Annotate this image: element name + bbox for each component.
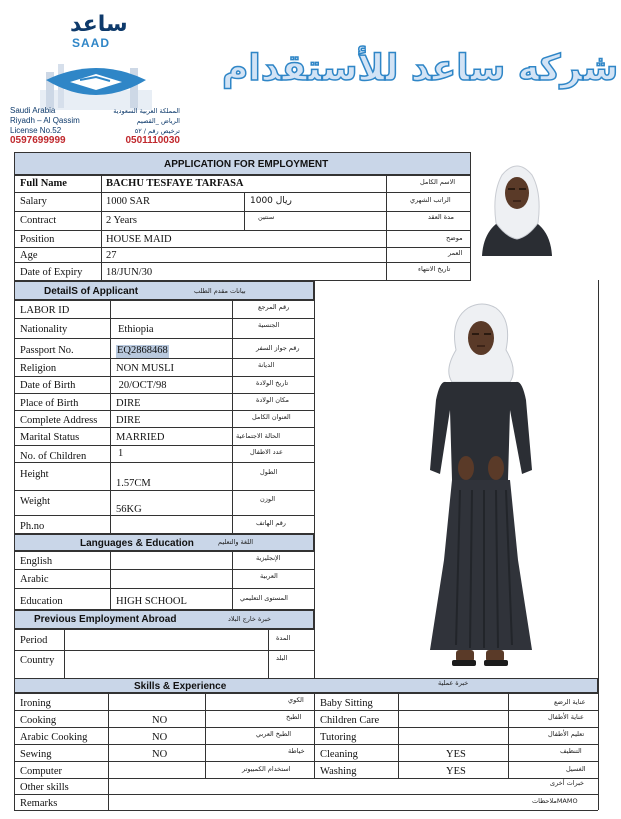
contract-ar: مدة العقد xyxy=(428,213,454,221)
age-ar: العمر xyxy=(448,249,463,257)
details-header-ar: بيانات مقدم الطلب xyxy=(194,287,246,295)
languages-header: Languages & Education xyxy=(80,538,194,549)
height-ar: الطول xyxy=(260,468,278,476)
marital-value: MARRIED xyxy=(116,432,165,443)
languages-header-ar: اللغة والتعليم xyxy=(218,538,254,546)
expiry-label: Date of Expiry xyxy=(20,267,83,278)
contract-value: 2 Years xyxy=(106,215,137,226)
computer-ar: استخدام الكمبيوتر xyxy=(242,765,291,773)
religion-value: NON MUSLI xyxy=(116,363,175,374)
applicant-portrait-image xyxy=(472,153,562,256)
nationality-ar: الجنسية xyxy=(258,321,280,329)
logo-left-line: Saudi Arabia xyxy=(10,106,56,115)
other-skills-label: Other skills xyxy=(20,782,69,793)
sewing-ar: خياطة xyxy=(288,747,305,755)
full-name-label: Full Name xyxy=(20,178,67,189)
passport-label: Passport No. xyxy=(20,345,74,356)
education-ar: المستوى التعليمي xyxy=(240,594,288,602)
period-ar: المدة xyxy=(276,634,291,642)
children-care-label: Children Care xyxy=(320,715,380,726)
address-label: Complete Address xyxy=(20,415,98,426)
arabic-cooking-value: NO xyxy=(152,732,168,743)
labor-id-ar: رقم المرجع xyxy=(258,303,290,311)
pob-ar: مكان الولادة xyxy=(256,396,290,404)
height-value: 1.57CM xyxy=(116,478,151,489)
skills-header-bar xyxy=(14,678,598,693)
company-logo xyxy=(10,10,182,150)
weight-label: Weight xyxy=(20,496,51,507)
pob-value: DIRE xyxy=(116,398,141,409)
pob-label: Place of Birth xyxy=(20,398,79,409)
full-name-value: BACHU TESFAYE TARFASA xyxy=(106,178,244,189)
contract-label: Contract xyxy=(20,215,57,226)
dob-ar: تاريخ الولادة xyxy=(256,379,289,387)
other-skills-ar: خبرات أخرى xyxy=(550,779,585,787)
applicant-photo-full xyxy=(400,300,560,676)
washing-value: YES xyxy=(446,766,466,777)
logo-left-phone: 0597699999 xyxy=(10,135,66,146)
arabic-label: Arabic xyxy=(20,574,49,585)
logo-right-line: المملكة العربية السعودية xyxy=(113,107,180,115)
applicant-photo-small xyxy=(472,153,562,256)
logo-latin-name: SAAD xyxy=(72,36,111,50)
address-value: DIRE xyxy=(116,415,141,426)
age-value: 27 xyxy=(106,250,117,261)
details-header: DetailS of Applicant xyxy=(44,286,139,297)
english-ar: الإنجليزية xyxy=(256,554,281,562)
passport-ar: رقم جواز السفر xyxy=(256,344,300,352)
religion-ar: الديانة xyxy=(258,361,275,369)
cooking-ar: الطبخ xyxy=(286,713,302,721)
baby-sitting-label: Baby Sitting xyxy=(320,698,373,709)
ironing-ar: الكوي xyxy=(288,696,304,704)
full-name-ar: الاسم الكامل xyxy=(420,178,456,186)
ironing-label: Ironing xyxy=(20,698,51,709)
expiry-ar: تاريخ الانتهاء xyxy=(418,265,451,273)
skills-header: Skills & Experience xyxy=(134,681,227,692)
children-ar: عدد الاطفال xyxy=(250,448,283,456)
weight-ar: الوزن xyxy=(260,495,276,503)
position-ar: موضح xyxy=(446,234,463,242)
dob-value: 20/OCT/98 xyxy=(116,380,167,391)
handshake-icon xyxy=(40,50,152,112)
children-label: No. of Children xyxy=(20,451,87,462)
weight-value: 56KG xyxy=(116,504,142,515)
phone-ar: رقم الهاتف xyxy=(256,519,286,527)
tutoring-ar: تعليم الأطفال xyxy=(548,730,585,738)
cooking-label: Cooking xyxy=(20,715,57,726)
tutoring-label: Tutoring xyxy=(320,732,357,743)
form-title: APPLICATION FOR EMPLOYMENT xyxy=(164,159,329,170)
education-label: Education xyxy=(20,596,63,607)
country-ar: البلد xyxy=(276,654,288,662)
cleaning-label: Cleaning xyxy=(320,749,358,760)
education-value: HIGH SCHOOL xyxy=(116,596,187,607)
arabic-cooking-label: Arabic Cooking xyxy=(20,732,88,743)
cleaning-ar: التنظيف xyxy=(560,747,582,755)
salary-value-ar: ريال 1000 xyxy=(250,196,292,206)
sewing-value: NO xyxy=(152,749,168,760)
salary-value: 1000 SAR xyxy=(106,196,151,207)
religion-label: Religion xyxy=(20,363,57,374)
children-care-ar: عناية الأطفال xyxy=(548,713,584,721)
cleaning-value: YES xyxy=(446,749,466,760)
computer-label: Computer xyxy=(20,766,62,777)
arabic-cooking-ar: الطبخ العربي xyxy=(256,730,292,738)
baby-sitting-ar: عناية الرضع xyxy=(554,698,586,706)
company-title: شركه ساعد للأستقدام xyxy=(222,48,619,89)
position-value: HOUSE MAID xyxy=(106,234,172,245)
marital-ar: الحالة الاجتماعية xyxy=(236,432,281,440)
logo-right-phone: 0501110030 xyxy=(125,135,180,146)
previous-header-ar: خبرة خارج البلاد xyxy=(228,615,271,623)
logo-left-line: License No.52 xyxy=(10,126,62,135)
cooking-value: NO xyxy=(152,715,168,726)
period-label: Period xyxy=(20,635,48,646)
logo-right-line: الرياض _القصيم xyxy=(136,117,180,125)
logo-left-line: Riyadh – Al Qassim xyxy=(10,116,80,125)
previous-header: Previous Employment Abroad xyxy=(34,614,177,625)
height-label: Height xyxy=(20,469,49,480)
country-label: Country xyxy=(20,655,55,666)
age-label: Age xyxy=(20,250,38,261)
washing-label: Washing xyxy=(320,766,357,777)
phone-label: Ph.no xyxy=(20,521,45,532)
salary-ar: الراتب الشهري xyxy=(410,196,451,204)
contract-value-ar: سنتين xyxy=(258,213,275,221)
labor-id-label: LABOR ID xyxy=(20,305,70,316)
nationality-value: Ethiopia xyxy=(118,324,154,335)
logo-arabic-name: ساعد xyxy=(70,12,128,37)
skills-header-ar: خبرة عملية xyxy=(438,679,469,687)
remarks-label: Remarks xyxy=(20,798,58,809)
logo-right-info xyxy=(108,106,180,146)
sewing-label: Sewing xyxy=(20,749,52,760)
applicant-fullbody-image xyxy=(400,300,560,676)
remarks-ar: ملاحظاتMAMO xyxy=(532,797,578,805)
logo-left-info xyxy=(10,106,80,146)
logo-right-line: ترخيص رقم / ٥٢ xyxy=(134,127,180,135)
expiry-value: 18/JUN/30 xyxy=(106,267,153,278)
address-ar: العنوان الكامل xyxy=(252,413,291,421)
arabic-ar: العربية xyxy=(260,572,278,580)
children-value: 1 xyxy=(118,448,124,459)
nationality-label: Nationality xyxy=(20,324,68,335)
position-label: Position xyxy=(20,234,55,245)
washing-ar: الغسيل xyxy=(566,765,586,773)
english-label: English xyxy=(20,556,53,567)
dob-label: Date of Birth xyxy=(20,380,76,391)
marital-label: Marital Status xyxy=(20,432,80,443)
salary-label: Salary xyxy=(20,196,47,207)
passport-value: EQ2868468 xyxy=(117,345,168,356)
